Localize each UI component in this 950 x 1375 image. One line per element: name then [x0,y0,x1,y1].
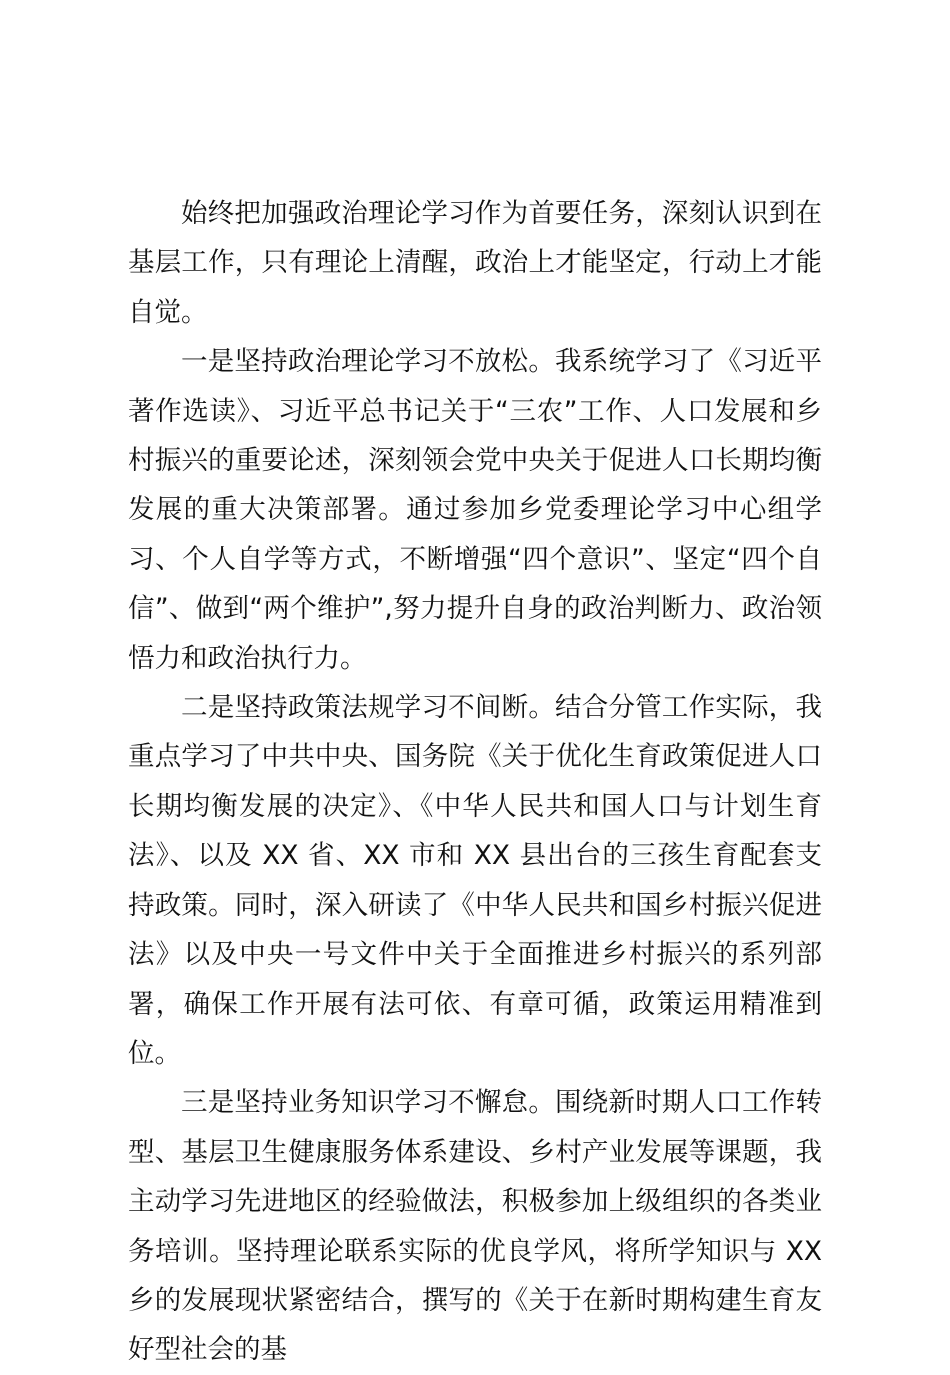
policy-regulation-paragraph: 二是坚持政策法规学习不间断。结合分管工作实际，我重点学习了中共中央、国务院《关于优化生育政策促进人口长期均衡发展的决定》、《中华人民共和国人口与计划生育法》、以及 XX 省、XX 市和 XX 县出台的三孩生育配套支持政策。同时，深入研读了《中华人民共和国乡村振兴促进法》以及中央一号文件中关于全面推进乡村振兴的系列部署，确保工作开展有法可依、有章可循，政策运用精准到位。 [128,692,822,1069]
document-body [128,189,822,1375]
political-theory-paragraph: 一是坚持政治理论学习不放松。我系统学习了《习近平著作选读》、习近平总书记关于“三农”工作、人口发展和乡村振兴的重要论述，深刻领会党中央关于促进人口长期均衡发展的重大决策部署。通过参加乡党委理论学习中心组学习、个人自学等方式，不断增强“四个意识”、坚定“四个自信”、做到“两个维护”,努力提升自身的政治判断力、政治领悟力和政治执行力。 [128,346,822,674]
business-knowledge-paragraph: 三是坚持业务知识学习不懈怠。围绕新时期人口工作转型、基层卫生健康服务体系建设、乡村产业发展等课题，我主动学习先进地区的经验做法，积极参加上级组织的各类业务培训。坚持理论联系实际的优良学风，将所学知识与 XX 乡的发展现状紧密结合，撰写的《关于在新时期构建生育友好型社会的基 [128,1087,822,1366]
intro-paragraph: 始终把加强政治理论学习作为首要任务，深刻认识到在基层工作，只有理论上清醒，政治上才能坚定，行动上才能自觉。 [128,198,822,328]
